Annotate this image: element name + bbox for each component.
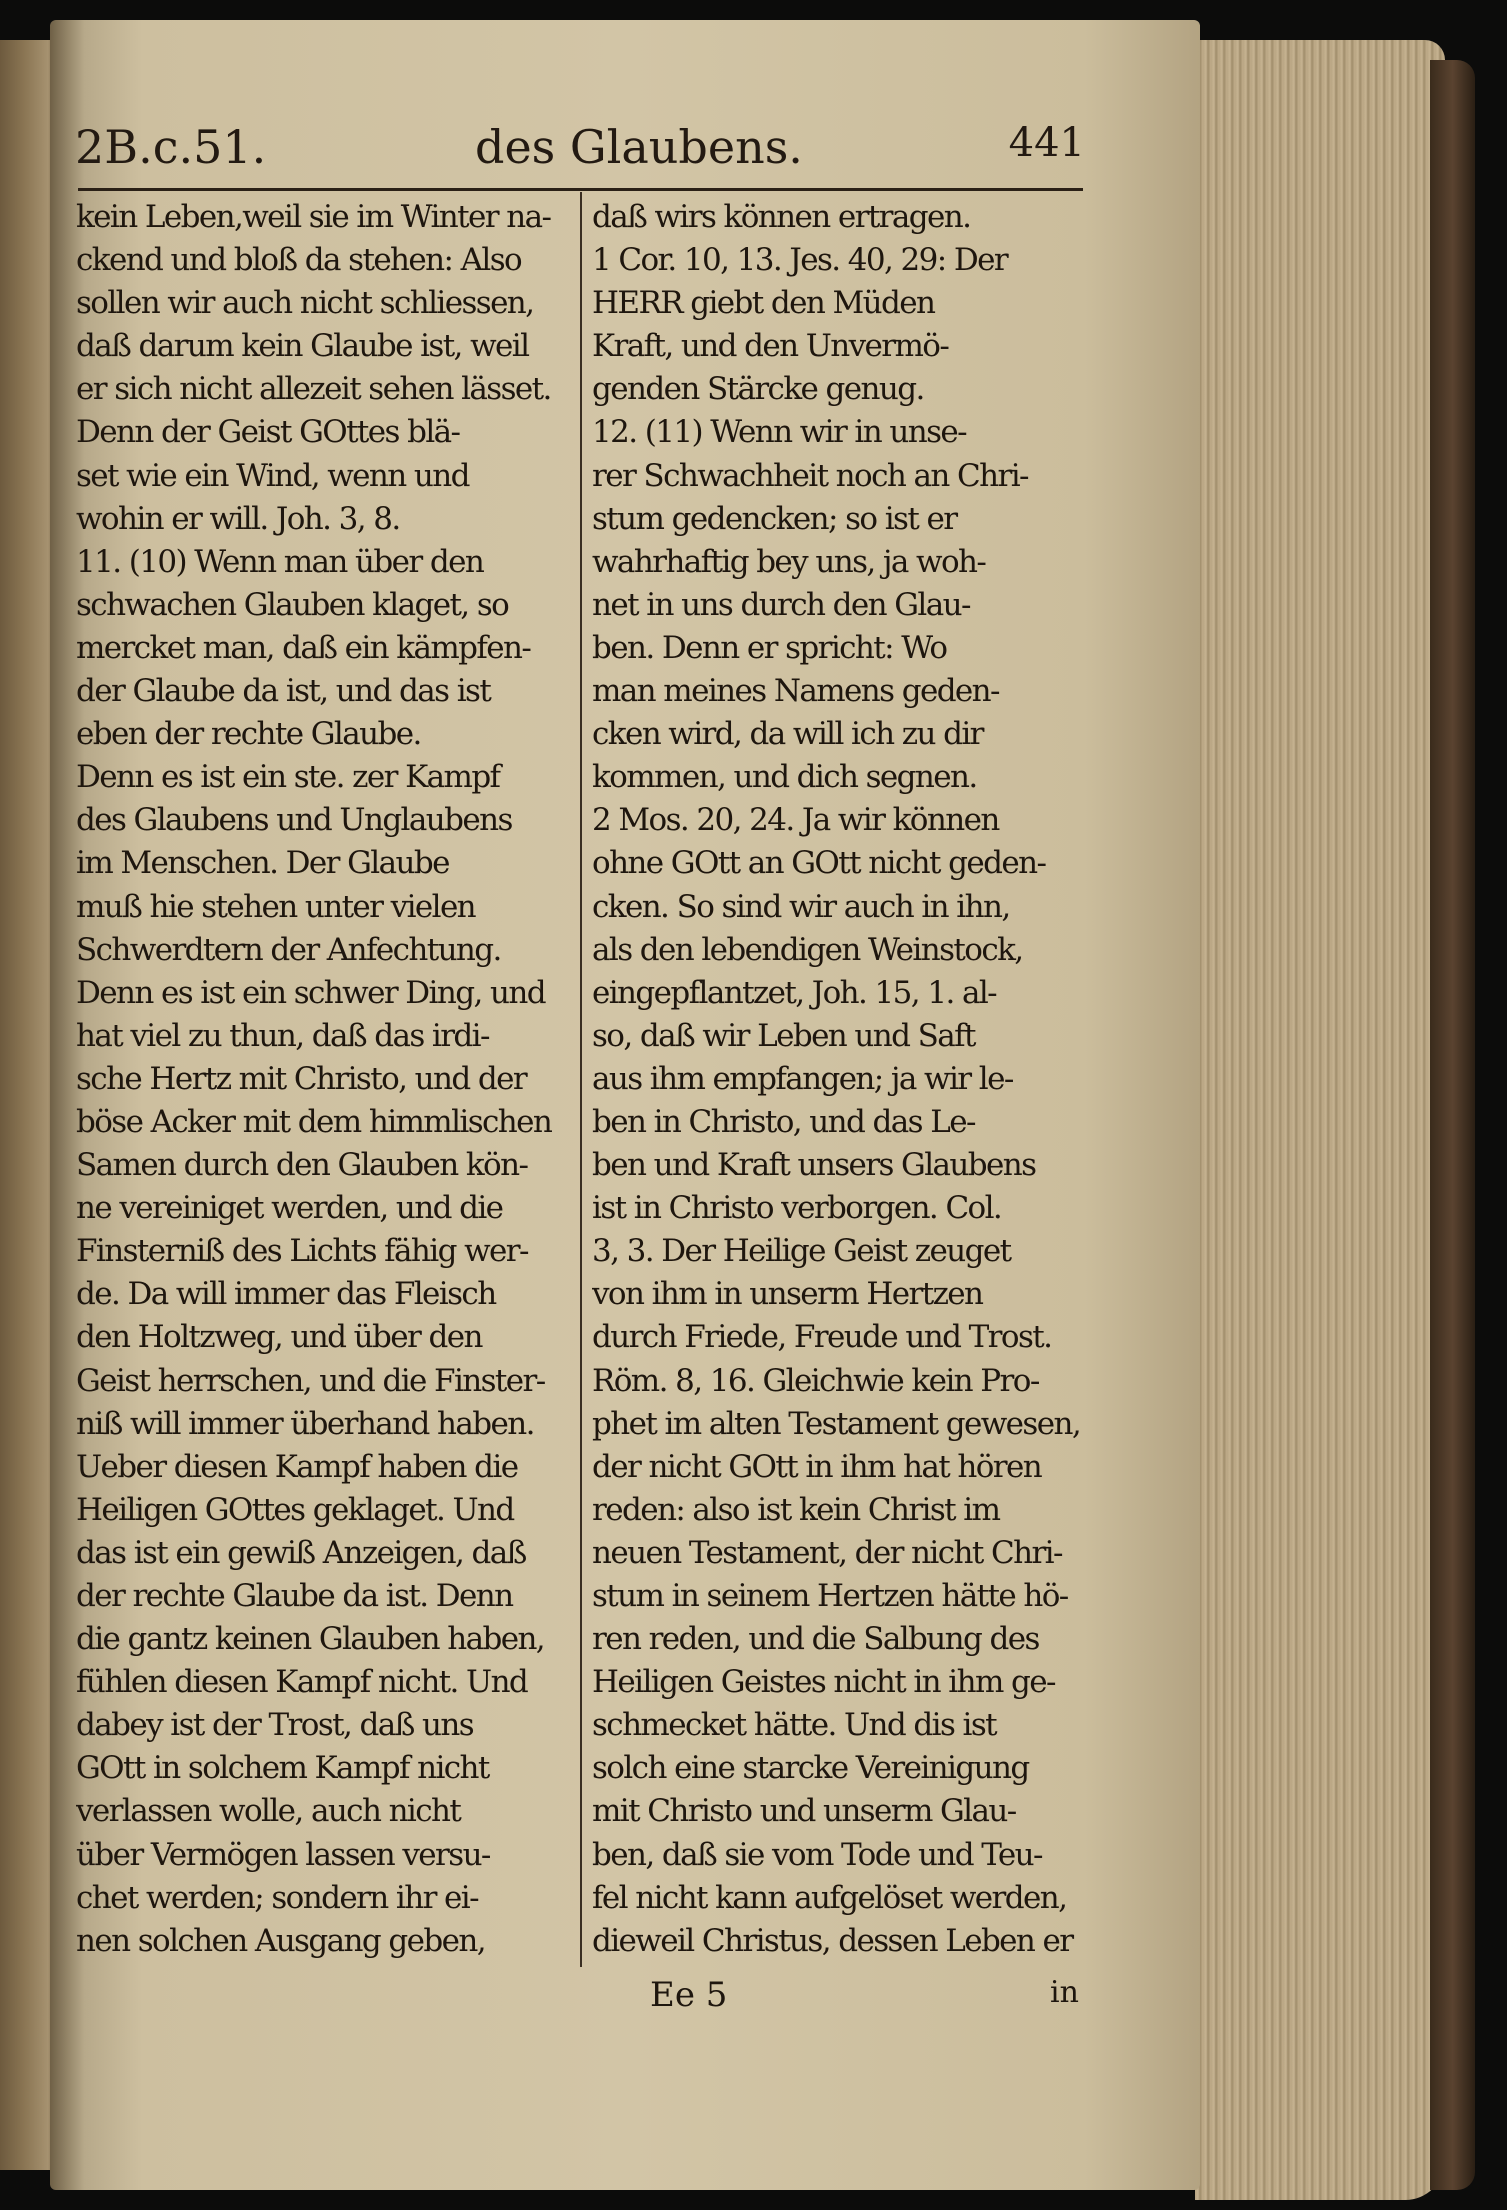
text-line: cken wird, da will ich zu dir: [592, 716, 983, 753]
text-line: hat viel zu thun, daß das irdi-: [76, 1017, 489, 1054]
text-line: Heiligen Geistes nicht in ihm ge-: [592, 1664, 1055, 1701]
text-line: eben der rechte Glaube.: [76, 716, 421, 753]
text-line: im Menschen. Der Glaube: [76, 845, 449, 882]
text-line: 11. (10) Wenn man über den: [76, 543, 484, 580]
text-line: böse Acker mit dem himmlischen: [76, 1103, 552, 1140]
text-line: über Vermögen lassen versu-: [76, 1836, 490, 1873]
running-title: des Glaubens.: [475, 120, 803, 174]
text-line: daß wirs können ertragen.: [592, 199, 971, 235]
text-line: kommen, und dich segnen.: [592, 759, 977, 796]
text-line: als den lebendigen Weinstock,: [592, 931, 1023, 968]
text-line: ben. Denn er spricht: Wo: [592, 629, 947, 666]
text-line: neuen Testament, der nicht Chri-: [592, 1534, 1062, 1571]
text-line: mercket man, daß ein kämpfen-: [76, 629, 531, 666]
text-line: schmecket hätte. Und dis ist: [592, 1707, 996, 1744]
text-line: Ueber diesen Kampf haben die: [76, 1448, 518, 1485]
text-line: daß darum kein Glaube ist, weil: [76, 328, 529, 365]
page-number: 441: [1008, 120, 1085, 166]
column-divider: [580, 192, 582, 1967]
text-line: den Holtzweg, und über den: [76, 1319, 482, 1356]
text-line: ne vereiniget werden, und die: [76, 1190, 503, 1227]
text-line: stum in seinem Hertzen hätte hö-: [592, 1578, 1068, 1614]
left-text-column: [76, 196, 576, 1963]
text-line: solch eine starcke Vereinigung: [592, 1750, 1029, 1787]
text-line: 2 Mos. 20, 24. Ja wir können: [592, 802, 999, 839]
text-line: ben in Christo, und das Le-: [592, 1103, 975, 1140]
text-line: verlassen wolle, auch nicht: [76, 1793, 461, 1830]
text-line: Röm. 8, 16. Gleichwie kein Pro-: [592, 1362, 1039, 1399]
text-line: ist in Christo verborgen. Col.: [592, 1190, 1002, 1227]
text-line: sollen wir auch nicht schliessen,: [76, 285, 534, 322]
text-line: Denn der Geist GOttes blä-: [76, 414, 460, 451]
text-line: stum gedencken; so ist er: [592, 500, 957, 537]
text-line: aus ihm empfangen; ja wir le-: [592, 1060, 1013, 1097]
text-line: genden Stärcke genug.: [592, 371, 924, 408]
text-line: ben und Kraft unsers Glaubens: [592, 1147, 1036, 1184]
text-line: set wie ein Wind, wenn und: [76, 457, 469, 494]
text-line: Schwerdtern der Anfechtung.: [76, 931, 501, 968]
text-line: Heiligen GOttes geklaget. Und: [76, 1491, 514, 1528]
text-line: cken. So sind wir auch in ihn,: [592, 888, 1010, 925]
text-line: mit Christo und unserm Glau-: [592, 1793, 1016, 1830]
text-line: de. Da will immer das Fleisch: [76, 1276, 496, 1313]
text-line: HERR giebt den Müden: [592, 285, 935, 322]
text-line: das ist ein gewiß Anzeigen, daß: [76, 1534, 526, 1571]
text-line: wohin er will. Joh. 3, 8.: [76, 500, 400, 537]
text-line: fühlen diesen Kampf nicht. Und: [76, 1664, 528, 1701]
text-line: 12. (11) Wenn wir in unse-: [592, 414, 967, 451]
text-line: Kraft, und den Unvermö-: [592, 328, 949, 365]
text-line: durch Friede, Freude und Trost.: [592, 1319, 1052, 1356]
header-rule: [78, 188, 1083, 191]
book-cover-edge: [1430, 60, 1475, 2190]
text-line: der nicht GOtt in ihm hat hören: [592, 1448, 1042, 1485]
text-line: Finsterniß des Lichts fähig wer-: [76, 1233, 528, 1270]
text-line: von ihm in unserm Hertzen: [592, 1276, 983, 1313]
text-line: rer Schwachheit noch an Chri-: [592, 457, 1028, 494]
text-line: schwachen Glauben klaget, so: [76, 586, 509, 623]
running-header: [75, 120, 1085, 180]
text-line: ckend und bloß da stehen: Also: [76, 242, 522, 279]
text-line: niß will immer überhand haben.: [76, 1405, 534, 1442]
text-line: Denn es ist ein ste. zer Kampf: [76, 759, 500, 796]
text-line: dabey ist der Trost, daß uns: [76, 1707, 474, 1744]
book-fore-edge: [1195, 40, 1445, 2200]
text-line: net in uns durch den Glau-: [592, 586, 970, 623]
catchword: in: [1050, 1975, 1079, 2010]
text-line: eingepflantzet, Joh. 15, 1. al-: [592, 974, 997, 1011]
text-line: wahrhaftig bey uns, ja woh-: [592, 543, 986, 580]
text-line: der Glaube da ist, und das ist: [76, 673, 491, 710]
text-line: kein Leben,weil sie im Winter na-: [76, 199, 551, 235]
text-line: muß hie stehen unter vielen: [76, 888, 476, 925]
text-line: ben, daß sie vom Tode und Teu-: [592, 1836, 1042, 1873]
text-line: Geist herrschen, und die Finster-: [76, 1362, 545, 1399]
text-line: des Glaubens und Unglaubens: [76, 802, 512, 839]
text-line: Denn es ist ein schwer Ding, und: [76, 974, 545, 1011]
text-line: Samen durch den Glauben kön-: [76, 1147, 528, 1184]
signature-mark: Ee 5: [650, 1975, 728, 2015]
section-reference: 2B.c.51.: [75, 120, 267, 174]
text-line: so, daß wir Leben und Saft: [592, 1017, 975, 1054]
text-line: phet im alten Testament gewesen,: [592, 1405, 1081, 1442]
text-line: nen solchen Ausgang geben,: [76, 1922, 485, 1959]
text-line: die gantz keinen Glauben haben,: [76, 1621, 545, 1658]
text-line: ren reden, und die Salbung des: [592, 1621, 1039, 1658]
right-text-column: [592, 196, 1084, 1963]
text-line: reden: also ist kein Christ im: [592, 1491, 1000, 1528]
text-line: chet werden; sondern ihr ei-: [76, 1879, 478, 1916]
text-line: sche Hertz mit Christo, und der: [76, 1060, 527, 1097]
text-line: er sich nicht allezeit sehen lässet.: [76, 371, 551, 408]
text-line: man meines Namens geden-: [592, 673, 999, 710]
text-line: 3, 3. Der Heilige Geist zeuget: [592, 1233, 1011, 1270]
text-line: der rechte Glaube da ist. Denn: [76, 1578, 513, 1614]
text-line: GOtt in solchem Kampf nicht: [76, 1750, 489, 1787]
text-line: 1 Cor. 10, 13. Jes. 40, 29: Der: [592, 242, 1008, 279]
text-line: dieweil Christus, dessen Leben er: [592, 1922, 1073, 1959]
text-line: ohne GOtt an GOtt nicht geden-: [592, 845, 1046, 882]
text-line: fel nicht kann aufgelöset werden,: [592, 1879, 1067, 1916]
